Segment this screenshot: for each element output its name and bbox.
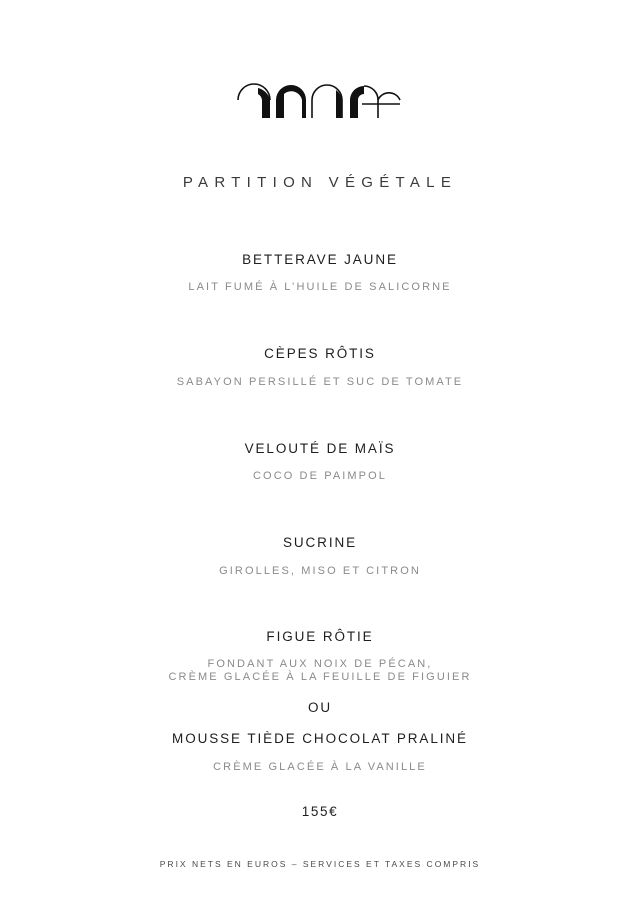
- dish-description-betterave: LAIT FUMÉ À L’HUILE DE SALICORNE: [188, 281, 452, 293]
- price-footer-note: PRIX NETS EN EUROS – SERVICES ET TAXES COMPRIS: [159, 859, 481, 869]
- alternative-separator: OU: [307, 700, 333, 715]
- dish-description-mousse: CRÈME GLACÉE À LA VANILLE: [213, 761, 427, 773]
- menu-title: PARTITION VÉGÉTALE: [182, 174, 458, 191]
- dish-name-sucrine: SUCRINE: [282, 535, 358, 550]
- dish-description-veloute: COCO DE PAIMPOL: [253, 470, 387, 482]
- menu-price: 155€: [301, 804, 339, 819]
- dish-name-betterave: BETTERAVE JAUNE: [242, 252, 398, 267]
- dish-name-mousse: MOUSSE TIÈDE CHOCOLAT PRALINÉ: [172, 731, 468, 746]
- arches-logo-icon: [236, 82, 402, 120]
- dish-name-cepes: CÈPES RÔTIS: [264, 346, 376, 361]
- dish-description-figue-line-2: CRÈME GLACÉE À LA FEUILLE DE FIGUIER: [168, 671, 472, 683]
- dish-description-sucrine: GIROLLES, MISO ET CITRON: [219, 565, 421, 577]
- dish-name-figue: FIGUE RÔTIE: [266, 629, 374, 644]
- dish-name-veloute: VELOUTÉ DE MAÏS: [244, 441, 396, 456]
- dish-description-cepes: SABAYON PERSILLÉ ET SUC DE TOMATE: [176, 376, 464, 388]
- dish-description-figue-line-1: FONDANT AUX NOIX DE PÉCAN,: [207, 658, 433, 670]
